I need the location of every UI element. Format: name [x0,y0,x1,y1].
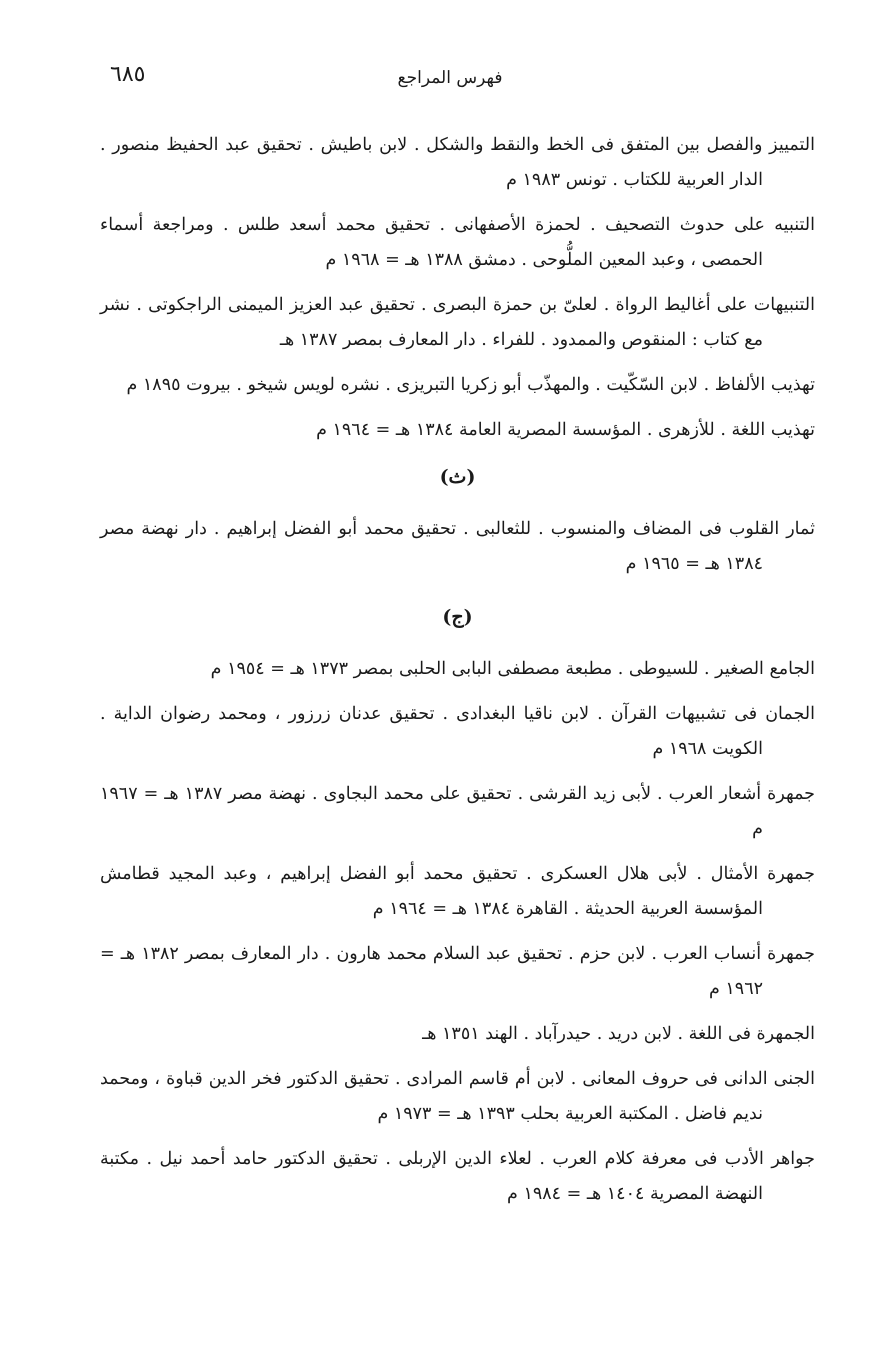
section-heading-tha: (ث) [439,466,476,488]
bibliography-entry: الجمهرة فى اللغة . لابن دريد . حيدرآباد . الهند ١٣٥١ هـ [422,1024,815,1044]
section-heading-jim: (ج) [442,606,473,628]
bibliography-list [100,128,815,1222]
bibliography-entry: جمهرة الأمثال . لأبى هلال العسكرى . تحقيق محمد أبو الفضل إبراهيم ، وعبد المجيد قطامش المؤسسة العربية الحديثة . القاهرة ١٣٨٤ هـ = ١٩٦٤ م [100,864,815,919]
bibliography-entry: الجامع الصغير . للسيوطى . مطبعة مصطفى البابى الحلبى بمصر ١٣٧٣ هـ = ١٩٥٤ م [210,659,815,679]
bibliography-entry: التنبيه على حدوث التصحيف . لحمزة الأصفهانى . تحقيق محمد أسعد طلس . ومراجعة أسماء الحمصى ، وعبد المعين الملُّوحى . دمشق ١٣٨٨ هـ = ١٩٦٨ م [100,215,815,270]
bibliography-entry: تهذيب الألفاظ . لابن السّكّيت . والمهذّب أبو زكريا التبريزى . نشره لويس شيخو . بيروت ١٨٩٥ م [126,375,815,395]
bibliography-entry: تهذيب اللغة . للأزهرى . المؤسسة المصرية العامة ١٣٨٤ هـ = ١٩٦٤ م [316,420,815,440]
page-number: ٦٨٥ [110,62,146,87]
bibliography-entry: التمييز والفصل بين المتفق فى الخط والنقط والشكل . لابن باطيش . تحقيق عبد الحفيظ منصور . الدار العربية للكتاب . تونس ١٩٨٣ م [100,135,815,190]
bibliography-entry: جمهرة أشعار العرب . لأبى زيد القرشى . تحقيق على محمد البجاوى . نهضة مصر ١٣٨٧ هـ = ١٩٦٧ م [100,784,815,839]
bibliography-entry: جمهرة أنساب العرب . لابن حزم . تحقيق عبد السلام محمد هارون . دار المعارف بمصر ١٣٨٢ هـ = ١٩٦٢ م [100,944,815,999]
bibliography-entry: الجمان فى تشبيهات القرآن . لابن ناقيا البغدادى . تحقيق عدنان زرزور ، ومحمد رضوان الداية . الكويت ١٩٦٨ م [100,704,815,759]
bibliography-entry: الجنى الدانى فى حروف المعانى . لابن أم قاسم المرادى . تحقيق الدكتور فخر الدين قباوة ، ومحمد نديم فاضل . المكتبة العربية بحلب ١٣٩٣ هـ = ١٩٧٣ م [100,1069,815,1124]
bibliography-entry: جواهر الأدب فى معرفة كلام العرب . لعلاء الدين الإربلى . تحقيق الدكتور حامد أحمد نيل . مكتبة النهضة المصرية ١٤٠٤ هـ = ١٩٨٤ م [100,1149,815,1204]
running-title: فهرس المراجع [397,68,503,88]
bibliography-entry: التنبيهات على أغاليط الرواة . لعلىّ بن حمزة البصرى . تحقيق عبد العزيز الميمنى الراجكوتى . نشر مع كتاب : المنقوص والممدود . للفراء . دار المعارف بمصر ١٣٨٧ هـ [100,295,815,350]
bibliography-entry: ثمار القلوب فى المضاف والمنسوب . للثعالبى . تحقيق محمد أبو الفضل إبراهيم . دار نهضة مصر ١٣٨٤ هـ = ١٩٦٥ م [100,519,815,574]
page-header [110,62,790,96]
